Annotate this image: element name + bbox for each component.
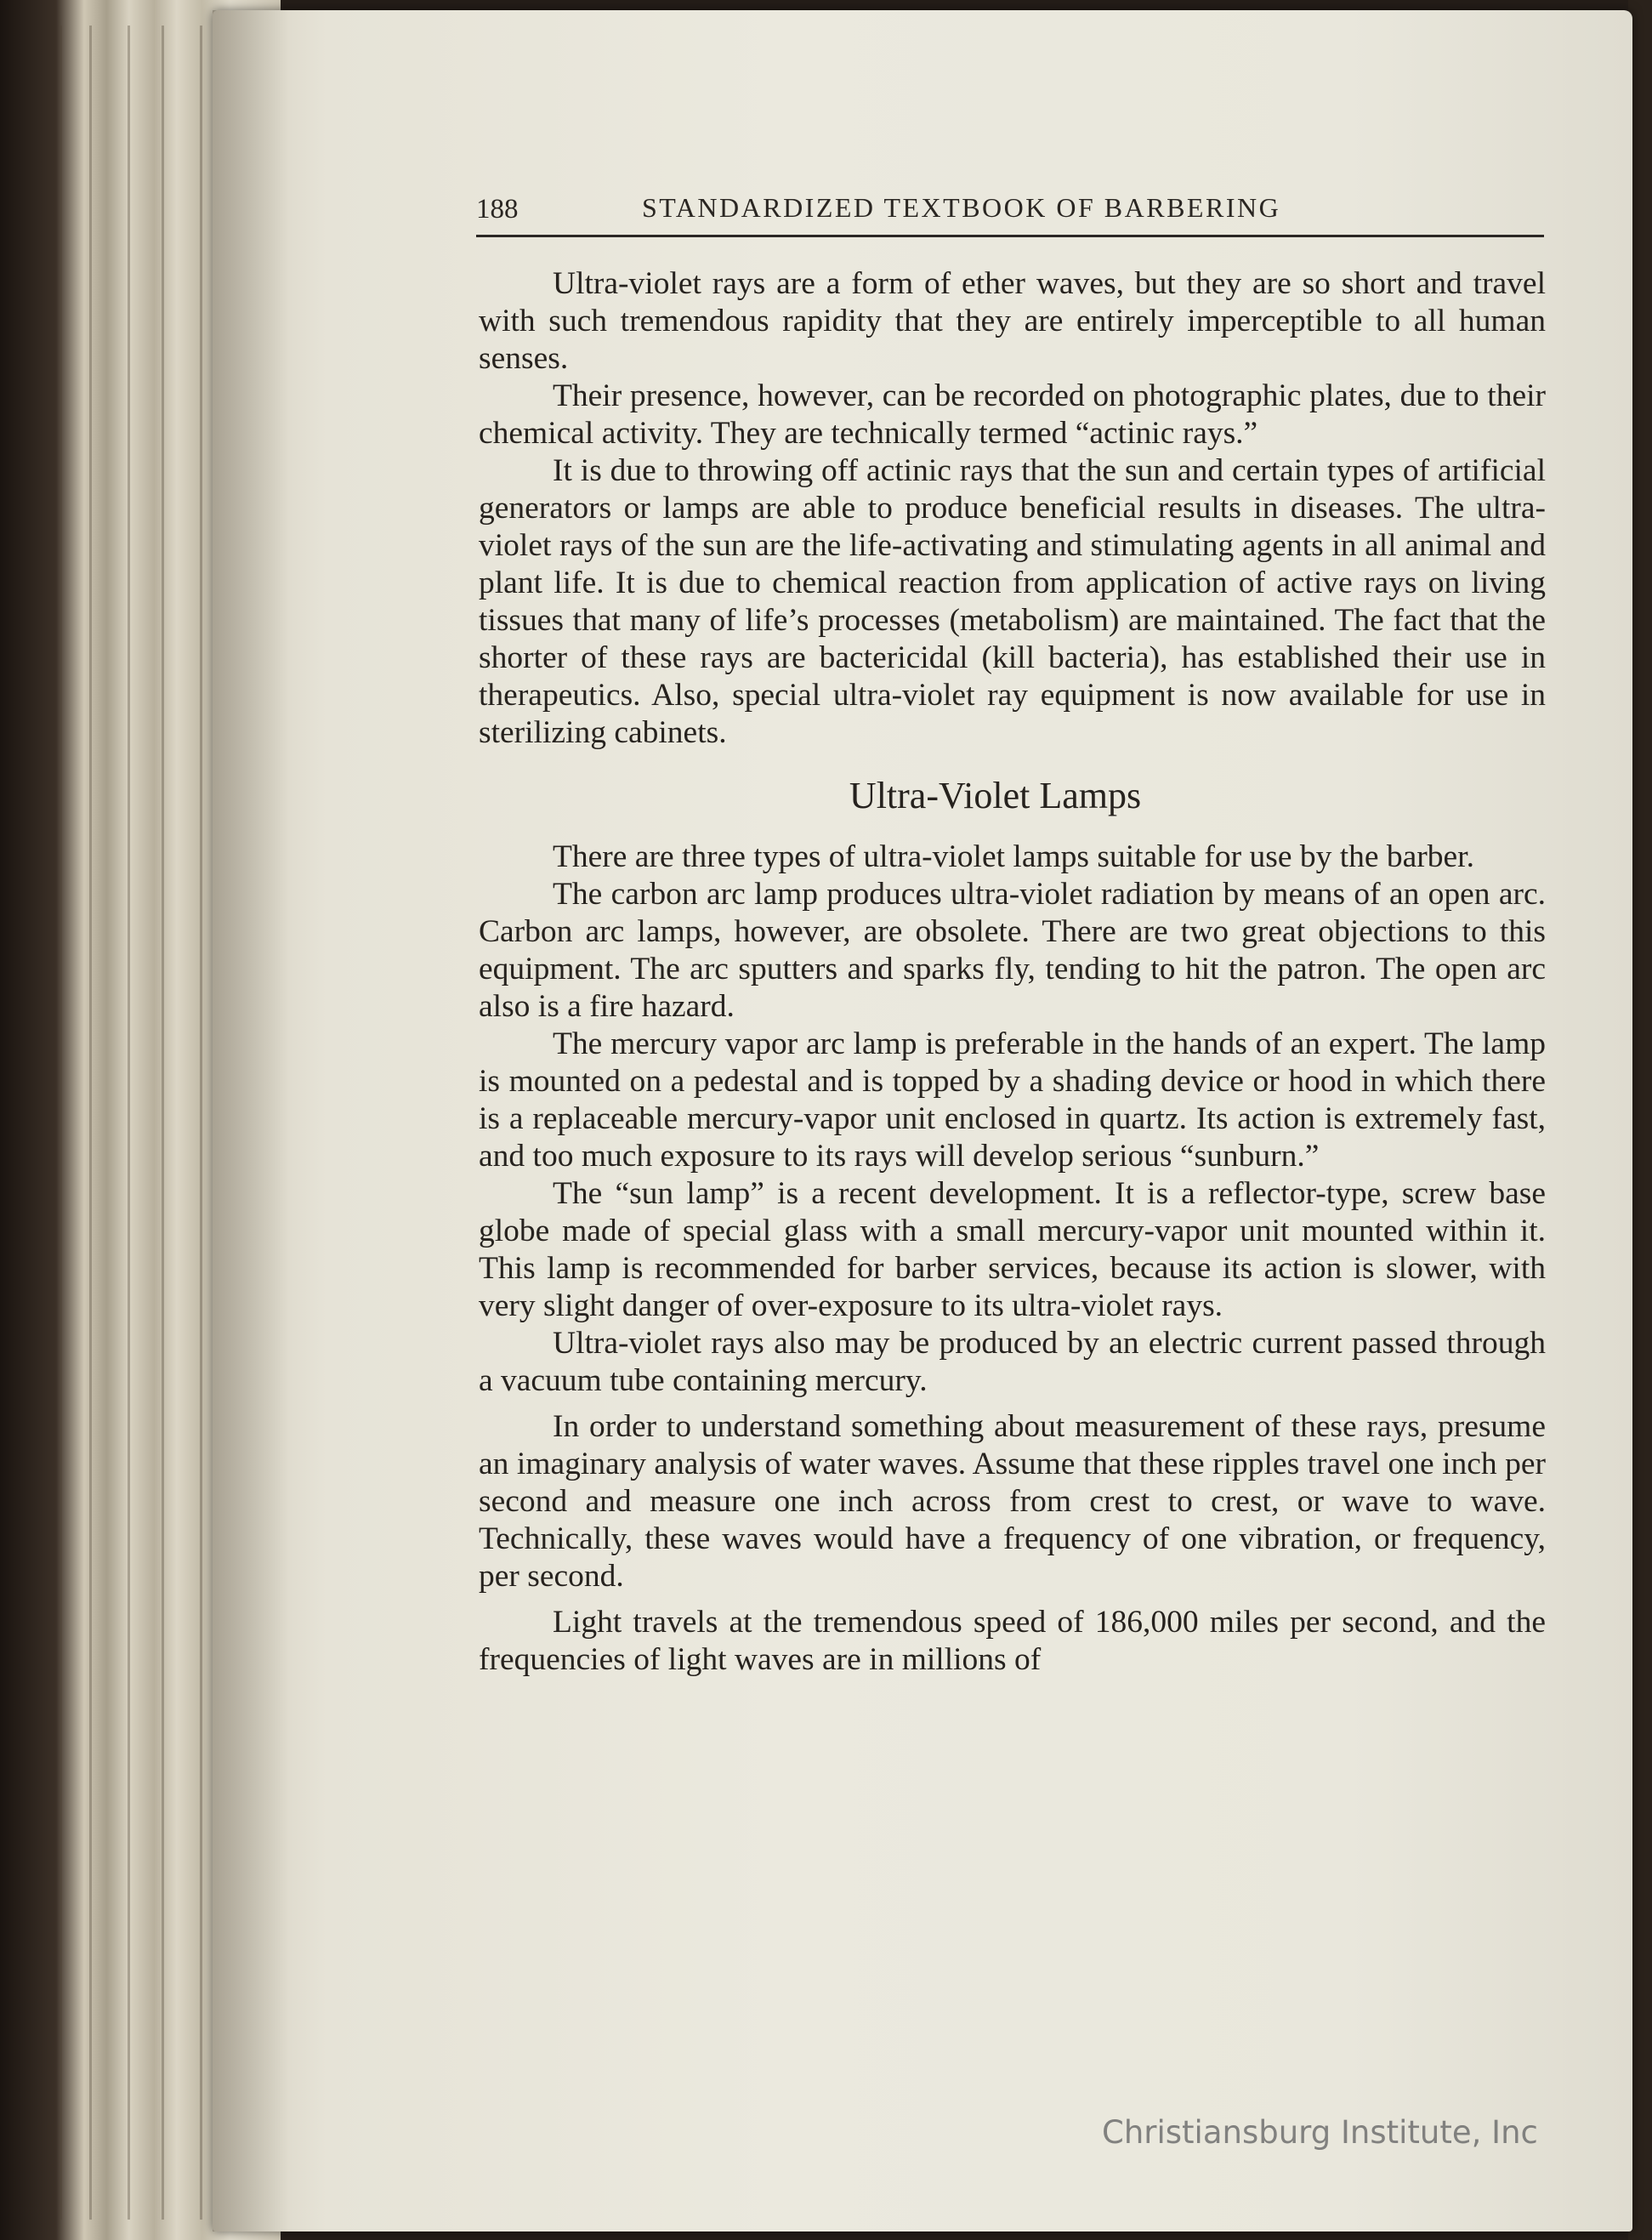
paragraph: Ultra-violet rays also may be produced by an electric current passed through a vacuum tube containing mercury. [479, 1326, 1546, 1398]
watermark: Christiansburg Institute, Inc [1102, 2114, 1538, 2151]
paragraph: It is due to throwing off actinic rays that the sun and certain types of artificial generators or lamps are able to produce beneficial results in diseases. The ultra-violet rays of the sun are the life-activating and stimulating agents in all animal and plant life. It is due to chemical reaction from application of active rays on living tissues that many of life’s processes (metabolism) are maintained. The fact that the shorter of these rays are bactericidal (kill bacteria), has established their use in therapeutics. Also, special ultra-violet ray equipment is now available for use in sterilizing cabinets. [479, 453, 1546, 750]
paragraph: Their presence, however, can be recorded on photographic plates, due to their chemical activity. They are technically termed “actinic rays.” [479, 378, 1546, 451]
paragraph: The carbon arc lamp produces ultra-violet radiation by means of an open arc. Carbon arc lamps, however, are obsolete. There are two great objections to this equipment. The arc sputters and sparks fly, tending to hit the patron. The open arc also is a fire hazard. [479, 877, 1546, 1024]
paragraph: There are three types of ultra-violet lamps suitable for use by the barber. [553, 839, 1474, 874]
page-edge-line [128, 26, 130, 2220]
paragraph: Ultra-violet rays are a form of ether waves, but they are so short and travel with such tremendous rapidity that they are entirely imperceptible to all human senses. [479, 266, 1546, 376]
paragraph: Light travels at the tremendous speed of 186,000 miles per second, and the frequencies of light waves are in millions of [479, 1605, 1546, 1677]
section-heading: Ultra-Violet Lamps [849, 775, 1142, 816]
spine-shadow [213, 10, 289, 2231]
page-edge-line [200, 26, 202, 2220]
page-edge-line [60, 26, 62, 2220]
page-header [476, 190, 1544, 237]
page-edge-line [89, 26, 92, 2220]
paragraph: The “sun lamp” is a recent development. It is a reflector-type, screw base globe made of special glass with a small mercury-vapor unit mounted within it. This lamp is recommended for barber services, because its action is slower, with very slight danger of over-exposure to its ultra-violet rays. [479, 1176, 1546, 1323]
page-text [479, 265, 1546, 1679]
page-number: 188 [476, 194, 519, 225]
paragraph: The mercury vapor arc lamp is preferable in the hands of an expert. The lamp is mounted on a pedestal and is topped by a shading device or hood in which there is a replaceable mercury-vapor unit enclosed in quartz. Its action is extremely fast, and too much exposure to its rays will develop serious “sunburn.” [479, 1026, 1546, 1174]
page-edge-line [162, 26, 164, 2220]
running-head: STANDARDIZED TEXTBOOK OF BARBERING [642, 192, 1281, 223]
paragraph: In order to understand something about measurement of these rays, presume an imaginary analysis of water waves. Assume that these ripples travel one inch per second and measure one inch across from crest to crest, or wave to wave. Technically, these waves would have a frequency of one vibration, or frequency, per second. [479, 1409, 1546, 1594]
